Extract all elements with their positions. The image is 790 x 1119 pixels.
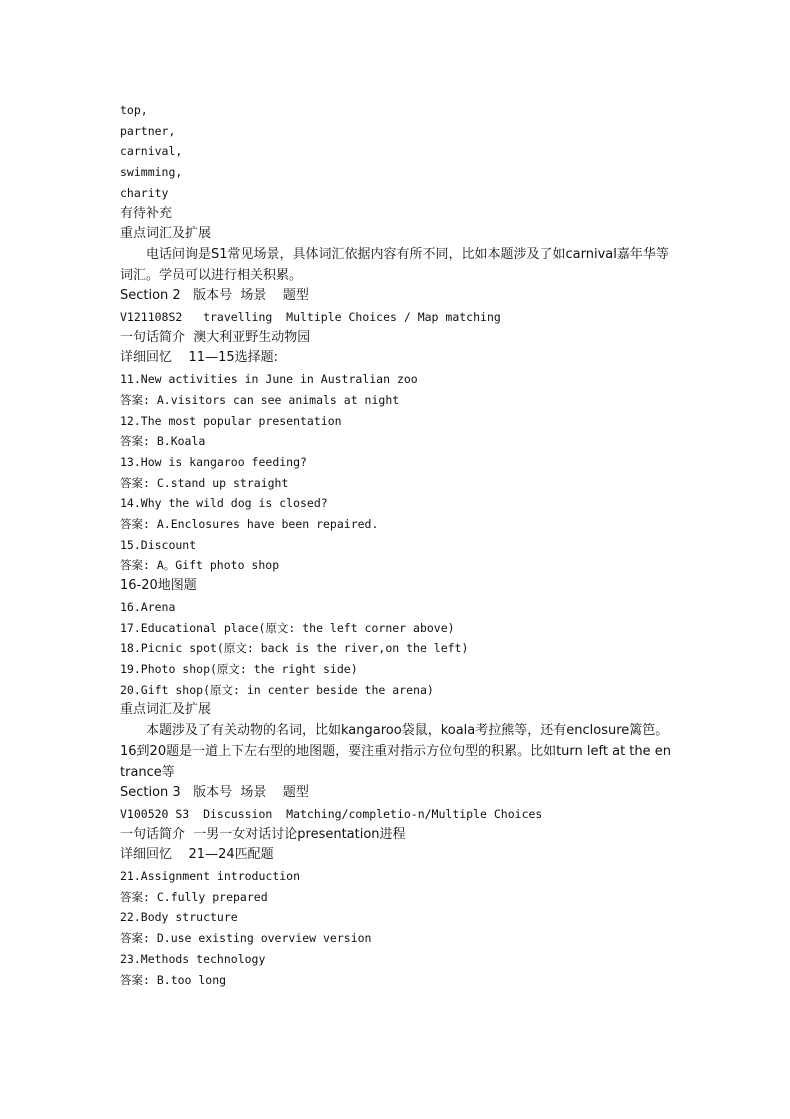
paragraph: 16到20题是一道上下左右型的地图题，要注重对指示方位句型的积累。比如turn left at the entrance等 xyxy=(120,743,671,780)
text-line: swimming, xyxy=(120,165,183,180)
paragraph: 本题涉及了有关动物的名词，比如kangaroo袋鼠，koala考拉熊等，还有enclosure篱笆。 xyxy=(146,723,669,739)
section-heading: 重点词汇及扩展 xyxy=(120,702,212,718)
text-line: carnival, xyxy=(120,144,183,159)
section-header-row: Section 3 版本号 场景 题型 xyxy=(120,785,309,801)
answer-line: 答案: D.use existing overview version xyxy=(120,931,372,946)
question-line: 19.Photo shop(原文: the right side) xyxy=(120,661,358,676)
answer-line: 答案: B.too long xyxy=(120,972,227,987)
text-line: 有待补充 xyxy=(120,205,173,221)
section-header-row: Section 2 版本号 场景 题型 xyxy=(120,288,309,304)
answer-line: 答案: A.visitors can see animals at night xyxy=(120,392,400,407)
question-line: 18.Picnic spot(原文: back is the river,on the left) xyxy=(120,641,469,656)
answer-line: 答案: C.fully prepared xyxy=(120,889,268,904)
text-line: 一句话简介 澳大利亚野生动物园 xyxy=(120,329,311,345)
question-line: 16.Arena xyxy=(120,599,176,614)
text-line: V121108S2 travelling Multiple Choices / Map matching xyxy=(120,310,501,325)
paragraph: 电话问询是S1常见场景，具体词汇依据内容有所不同，比如本题涉及了如carnival嘉年华等词汇。学员可以进行相关积累。 xyxy=(120,246,669,283)
question-line: 22.Body structure xyxy=(120,910,238,925)
answer-line: 答案: C.stand up straight xyxy=(120,475,289,490)
question-line: 20.Gift shop(原文: in center beside the arena) xyxy=(120,682,434,697)
text-line: 16-20地图题 xyxy=(120,578,197,594)
answer-line: 答案: B.Koala xyxy=(120,434,206,449)
question-line: 11.New activities in June in Australian zoo xyxy=(120,372,418,387)
document-page xyxy=(120,100,675,990)
question-line: 14.Why the wild dog is closed? xyxy=(120,496,328,511)
question-line: 13.How is kangaroo feeding? xyxy=(120,454,307,469)
text-line: 详细回忆 11—15选择题: xyxy=(120,350,278,366)
question-line: 23.Methods technology xyxy=(120,951,266,966)
question-line: 21.Assignment introduction xyxy=(120,869,301,884)
section-heading: 重点词汇及扩展 xyxy=(120,226,212,242)
text-line: top, xyxy=(120,103,148,117)
text-line: 一句话简介 一男一女对话讨论presentation进程 xyxy=(120,826,406,842)
question-line: 15.Discount xyxy=(120,537,197,552)
question-line: 12.The most popular presentation xyxy=(120,413,342,428)
text-line: 详细回忆 21—24匹配题 xyxy=(120,847,274,863)
question-line: 17.Educational place(原文: the left corner above) xyxy=(120,620,455,635)
answer-line: 答案: A.Enclosures have been repaired. xyxy=(120,517,379,532)
text-line: partner, xyxy=(120,123,176,138)
text-line: charity xyxy=(120,185,169,200)
text-line: V100520 S3 Discussion Matching/completio-n/Multiple Choices xyxy=(120,806,543,821)
answer-line: 答案: A。Gift photo shop xyxy=(120,558,280,573)
